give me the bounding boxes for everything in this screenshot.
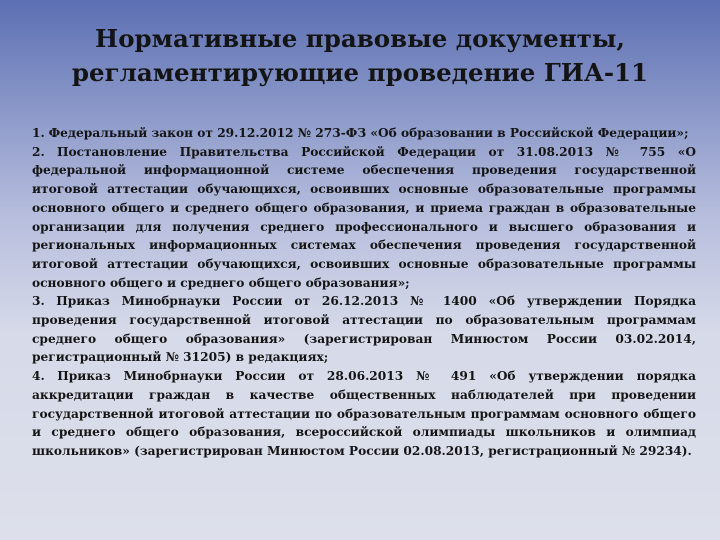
list-item-text: Приказ Минобрнауки России от 28.06.2013 № 491 «Об утверждении порядка аккредитации граждан в качестве общественных наблюдателей при проведении государственной итоговой аттестации по образовательным программам основного общего и среднего общего образования, всероссийской олимпиады школьников и олимпиад школьников» (зарегистрирован Минюстом России 02.08.2013, регистрационный № 29234). <box>32 369 696 458</box>
list-item-1 <box>32 124 696 143</box>
list-item-text: Приказ Минобрнауки России от 26.12.2013 № 1400 «Об утверждении Порядка проведения государственной итоговой аттестации по образовательным программам среднего общего образования» (зарегистрирован Минюстом России 03.02.2014, регистрационный № 31205) в редакциях; <box>32 294 696 365</box>
list-item-number: 2. <box>32 144 45 159</box>
list-item-number: 4. <box>32 369 45 384</box>
list-item-number: 1. <box>32 126 45 140</box>
document-list <box>32 124 696 461</box>
list-item-4 <box>32 367 696 461</box>
list-item-3 <box>32 292 696 367</box>
list-item-text: Постановление Правительства Российской Федерации от 31.08.2013 № 755 «О федеральной информационной системе обеспечения проведения государственной итоговой аттестации обучающихся, освоивших основные образовательные программы основного общего и среднего общего образования, и приема граждан в образовательные организации для получения среднего профессионального и высшего образования и региональных информационных системах обеспечения проведения государственной итоговой аттестации обучающихся, освоивших основные образовательные программы основного общего и среднего общего образования»; <box>32 144 697 290</box>
list-item-text: Федеральный закон от 29.12.2012 № 273-ФЗ «Об образовании в Российской Федерации»; <box>48 126 689 140</box>
list-item-number: 3. <box>32 294 45 309</box>
slide-title-line-1: Нормативные правовые документы, <box>95 24 625 53</box>
list-item-2 <box>32 143 696 293</box>
slide-title-line-2: регламентирующие проведение ГИА-11 <box>71 58 649 87</box>
slide-title <box>20 22 700 90</box>
